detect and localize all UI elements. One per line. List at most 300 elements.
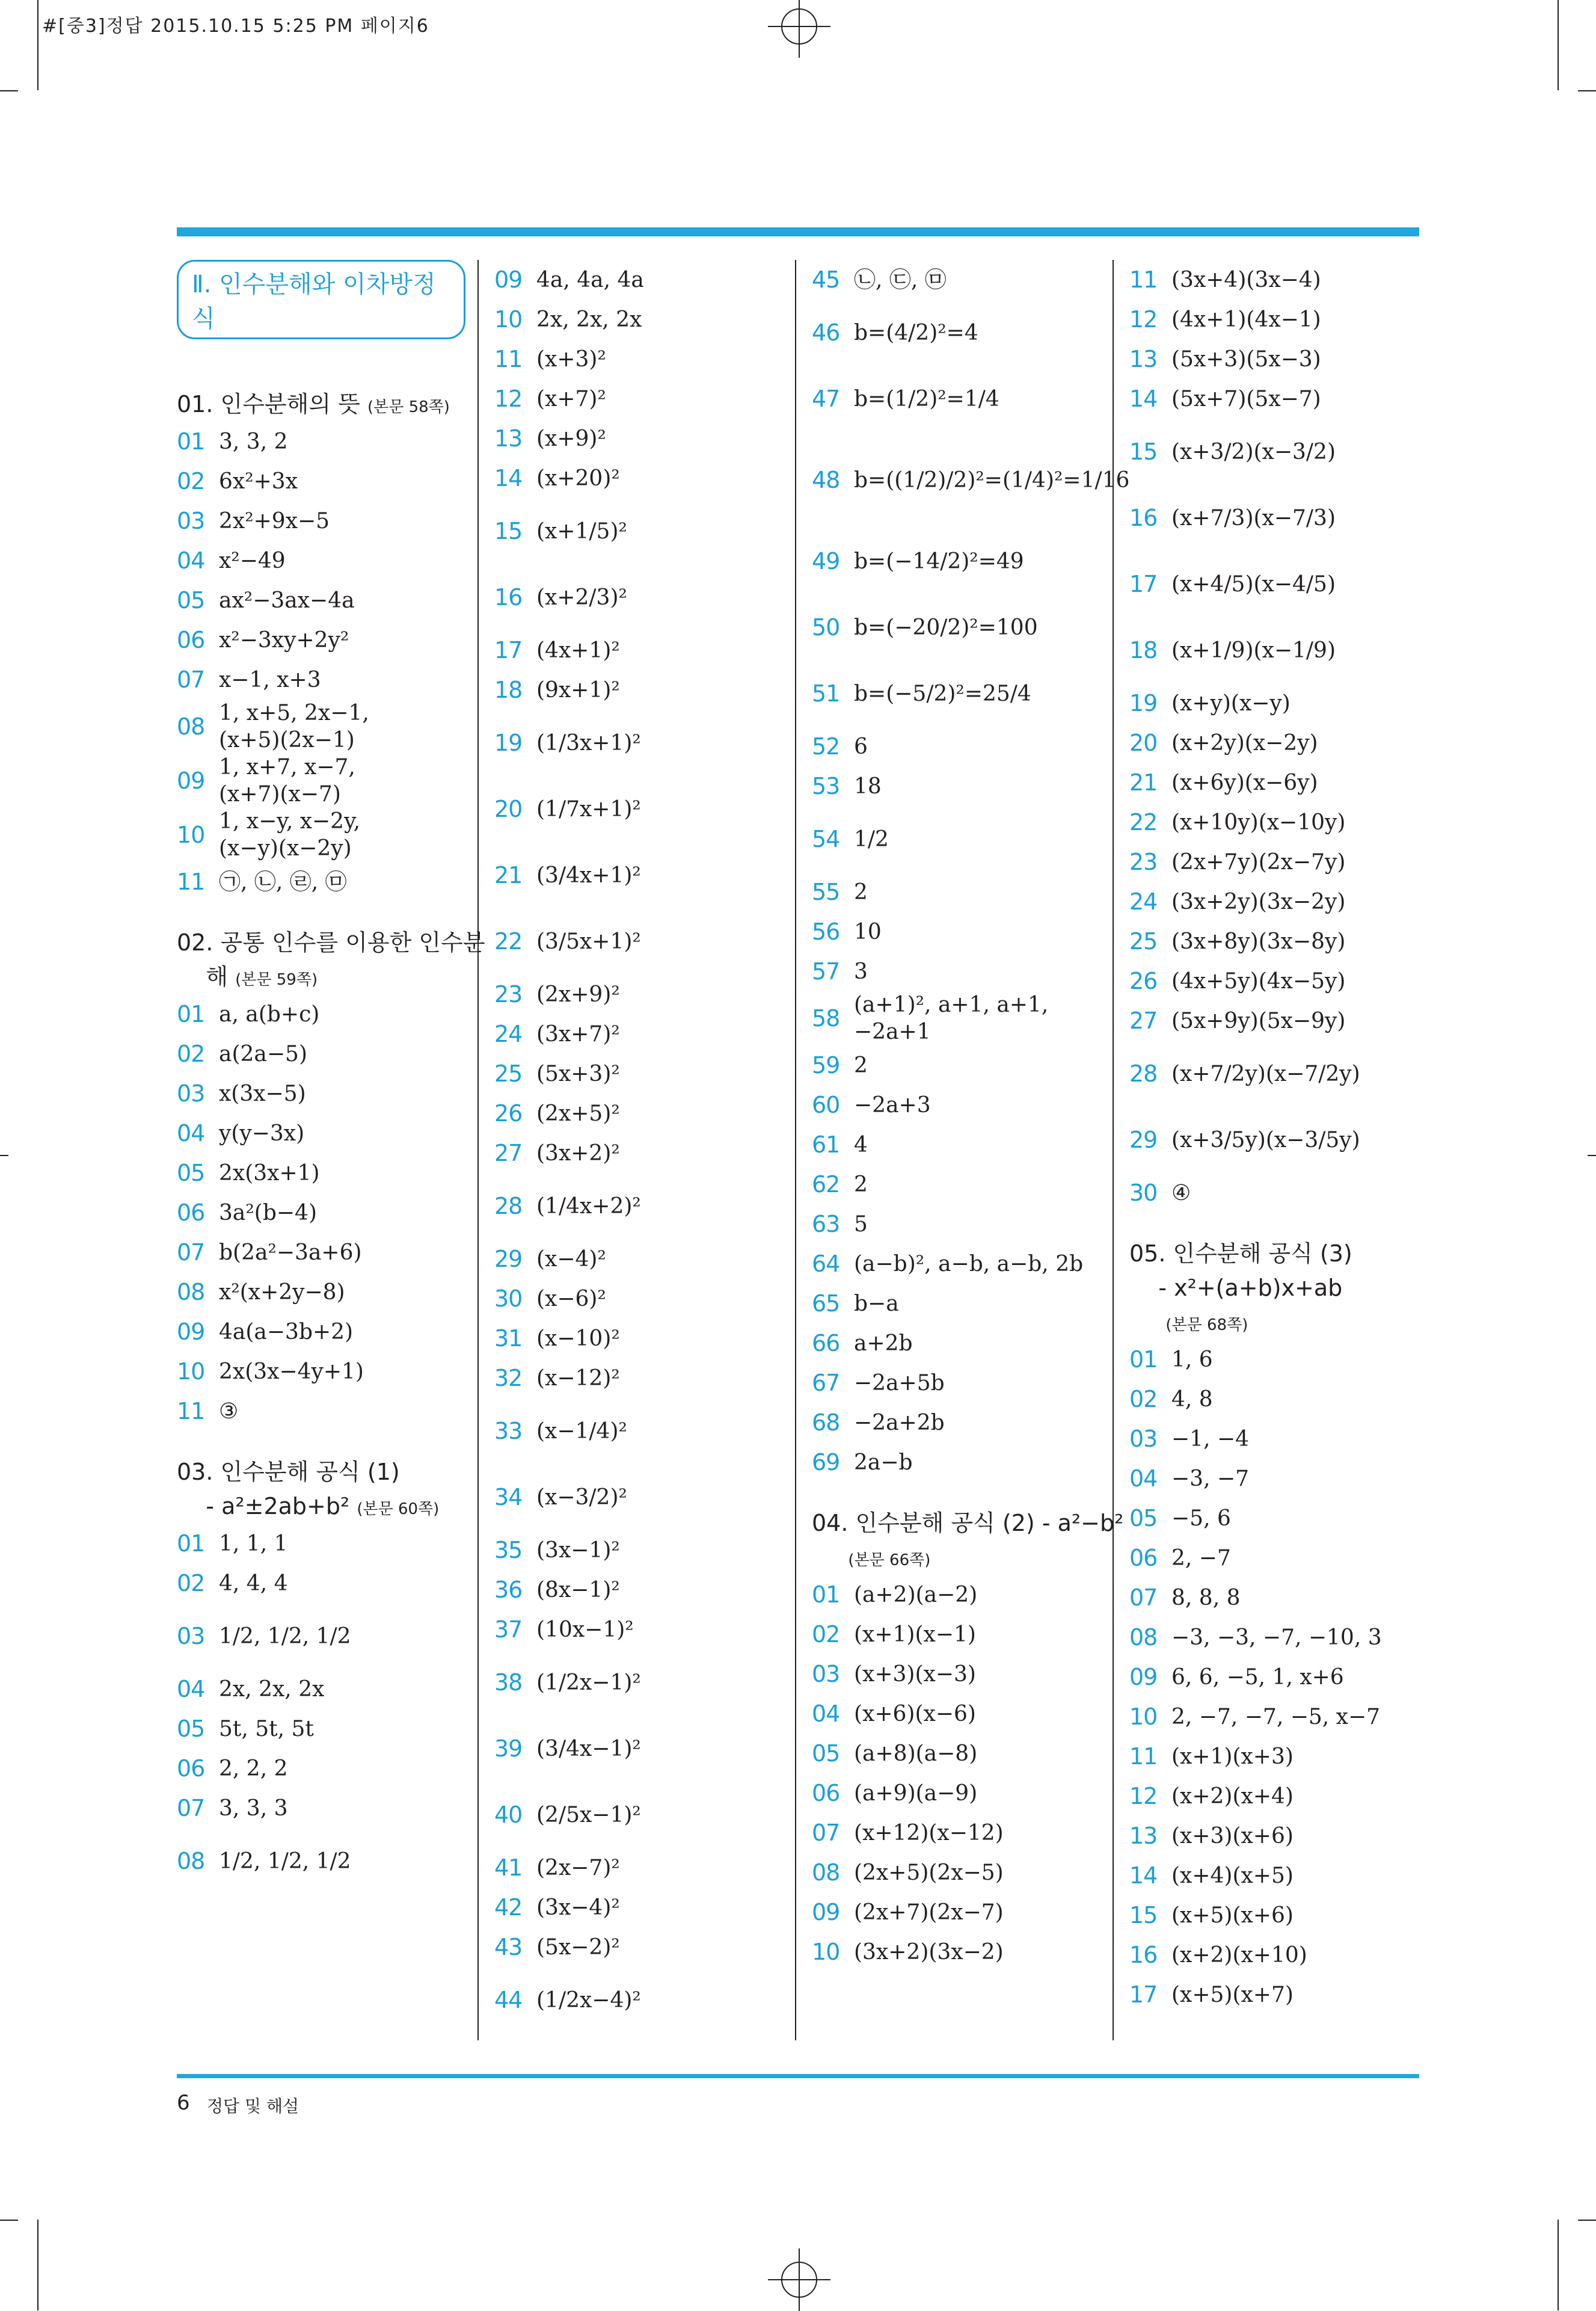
answer-number: 06: [177, 627, 205, 653]
answer-text: 2a−b: [854, 1450, 913, 1475]
answer-number: 10: [177, 1358, 205, 1385]
answer-text: 5t, 5t, 5t: [219, 1716, 314, 1741]
answer-item: [494, 908, 783, 974]
answer-number: 22: [494, 928, 523, 955]
answer-item: [494, 1094, 783, 1133]
answer-item: [1129, 300, 1418, 339]
answer-number: 08: [177, 1279, 205, 1305]
crop-mark: [1588, 1155, 1596, 1156]
answer-number: 57: [812, 958, 840, 985]
answer-item: [177, 541, 465, 580]
answer-item: [812, 1575, 1100, 1614]
answer-item: [177, 1391, 465, 1431]
answer-item: [494, 1848, 783, 1888]
answer-item: [494, 458, 783, 498]
answer-text: (x+1/9)(x−1/9): [1171, 638, 1336, 663]
answer-number: 10: [812, 1939, 840, 1965]
answer-item: [177, 700, 465, 754]
answer-number: 30: [494, 1285, 523, 1312]
answer-item: [177, 660, 465, 700]
answer-item: [494, 1358, 783, 1398]
section-page-ref: (본문 58쪽): [367, 398, 450, 416]
answer-number: 09: [812, 1899, 840, 1925]
answer-text: (x−6)²: [536, 1286, 606, 1311]
answer-number: 50: [812, 614, 840, 641]
answer-item: [177, 1272, 465, 1312]
answer-text: (x+1)(x−1): [854, 1622, 976, 1647]
answer-text: (5x+9y)(5x−9y): [1171, 1008, 1346, 1033]
answer-text: (x−10)²: [536, 1326, 620, 1351]
answer-text: ④: [1171, 1180, 1191, 1205]
answer-number: 17: [1129, 571, 1158, 597]
answer-number: 55: [812, 879, 840, 905]
answer-item: [812, 1892, 1100, 1932]
answer-number: 22: [1129, 809, 1158, 835]
answer-item: [1129, 1538, 1418, 1578]
answer-text: (3/4x−1)²: [536, 1736, 641, 1761]
answer-item: [494, 1319, 783, 1358]
answer-text: (1/3x+1)²: [536, 730, 641, 755]
answer-text: 2x(3x−4y+1): [219, 1359, 364, 1384]
answer-item: [1129, 339, 1418, 379]
answer-item: [177, 461, 465, 501]
answer-number: 11: [1129, 266, 1158, 293]
answer-number: 02: [812, 1621, 840, 1648]
answer-text: x(3x−5): [219, 1081, 306, 1106]
answer-item: [1129, 1173, 1418, 1213]
answer-item: [494, 564, 783, 630]
answer-item: [812, 1773, 1100, 1813]
answer-number: 27: [494, 1140, 523, 1166]
answer-text: (x+10y)(x−10y): [1171, 810, 1346, 835]
answer-text: (5x+3)(5x−3): [1171, 346, 1321, 372]
answer-item: [812, 872, 1100, 912]
answer-text: x²−3xy+2y²: [219, 627, 349, 653]
answer-number: 46: [812, 319, 840, 346]
answer-item: [177, 422, 465, 461]
answer-number: 19: [494, 730, 523, 756]
answer-item: [494, 1927, 783, 1967]
answer-item: [177, 1749, 465, 1788]
answer-number: 21: [1129, 769, 1158, 796]
answer-number: 04: [177, 1120, 205, 1146]
answer-number: 34: [494, 1484, 523, 1510]
answer-item: [177, 1709, 465, 1749]
answer-text: 2: [854, 1172, 868, 1197]
answer-number: 54: [812, 826, 840, 852]
answer-text: (3x+2)²: [536, 1140, 620, 1166]
answer-number: 64: [812, 1251, 840, 1277]
answer-text: x²−49: [219, 548, 286, 573]
answer-item: [177, 1312, 465, 1352]
answer-text: 2, −7: [1171, 1545, 1231, 1571]
answer-item: [177, 1153, 465, 1193]
answer-text: (a−b)², a−b, a−b, 2b: [854, 1251, 1084, 1276]
answer-text: ③: [219, 1399, 239, 1424]
answer-number: 15: [1129, 439, 1158, 465]
answer-text: (x+2/3)²: [536, 585, 627, 610]
answer-text: 2x, 2x, 2x: [219, 1676, 325, 1702]
answer-number: 59: [812, 1052, 840, 1079]
answer-item: [494, 379, 783, 419]
answer-number: 08: [177, 713, 205, 740]
answer-number: 14: [1129, 1862, 1158, 1889]
answer-number: 16: [1129, 505, 1158, 531]
answer-text: 3a²(b−4): [219, 1200, 318, 1225]
answer-item: [812, 432, 1130, 528]
answer-number: 25: [1129, 928, 1158, 955]
answer-item: [1129, 961, 1418, 1001]
answer-item: [1129, 1578, 1418, 1617]
answer-number: 47: [812, 386, 840, 412]
answer-item: [812, 727, 1100, 766]
answer-number: 26: [1129, 968, 1158, 994]
answer-item: [494, 1530, 783, 1570]
answer-number: 35: [494, 1537, 523, 1563]
section-title: [177, 387, 465, 422]
answer-item: [494, 670, 783, 710]
answer-number: 06: [177, 1755, 205, 1782]
section-page-ref: (본문 60쪽): [357, 1500, 440, 1518]
answer-text: (a+1)², a+1, a+1, −2a+1: [854, 992, 1049, 1044]
answer-number: 41: [494, 1854, 523, 1881]
answer-item: [812, 1403, 1100, 1442]
answer-text: (2x+5)²: [536, 1101, 620, 1126]
answer-item: [1129, 1975, 1418, 2014]
answer-item: [812, 1244, 1100, 1284]
answer-number: 63: [812, 1211, 840, 1237]
answer-item: [1129, 485, 1418, 551]
registration-mark: [781, 2262, 817, 2298]
answer-item: [812, 594, 1100, 660]
answer-item: [494, 630, 783, 670]
answer-column-1: [177, 260, 485, 1894]
answer-text: (x+5)(x+7): [1171, 1982, 1294, 2007]
answer-item: [494, 419, 783, 458]
answer-number: 01: [177, 1530, 205, 1557]
answer-text: (x+5)(x+6): [1171, 1903, 1294, 1928]
crop-mark: [0, 2220, 18, 2221]
page-number: 6: [177, 2091, 190, 2115]
section-title: [1129, 1237, 1418, 1340]
answer-item: [812, 1734, 1100, 1773]
answer-number: 16: [494, 584, 523, 611]
answer-text: (x+2)(x+4): [1171, 1783, 1294, 1809]
section-title: [177, 1455, 465, 1524]
answer-number: 24: [494, 1021, 523, 1047]
answer-text: (x+3)²: [536, 346, 606, 372]
answer-text: (1/4x+2)²: [536, 1193, 641, 1219]
answer-text: x−1, x+3: [219, 667, 321, 692]
answer-item: [494, 1967, 783, 2033]
answer-text: 6, 6, −5, 1, x+6: [1171, 1664, 1344, 1690]
answer-number: 67: [812, 1370, 840, 1396]
answer-text: (5x+3)²: [536, 1061, 620, 1086]
crop-mark: [1558, 2220, 1559, 2310]
answer-number: 51: [812, 680, 840, 707]
answer-item: [494, 1279, 783, 1319]
answer-item: [177, 1352, 465, 1391]
answer-number: 11: [494, 346, 523, 372]
footer-label: 정답 및 해설: [207, 2096, 299, 2116]
answer-text: 6x²+3x: [219, 469, 298, 494]
answer-number: 05: [177, 587, 205, 614]
answer-item: [1129, 1776, 1418, 1816]
answer-number: 18: [1129, 637, 1158, 663]
answer-item: [1129, 1657, 1418, 1697]
answer-number: 13: [1129, 346, 1158, 372]
answer-number: 05: [1129, 1505, 1158, 1531]
answer-text: a, a(b+c): [219, 1002, 320, 1027]
answer-text: 3: [854, 959, 868, 984]
answer-number: 06: [812, 1780, 840, 1806]
answer-text: (x+3)(x−3): [854, 1661, 976, 1687]
answer-text: (10x−1)²: [536, 1617, 634, 1642]
answer-item: [812, 366, 1100, 432]
answer-number: 18: [494, 677, 523, 703]
answer-item: [494, 1782, 783, 1848]
crop-mark: [1558, 0, 1559, 90]
answer-text: (x+4/5)(x−4/5): [1171, 571, 1336, 597]
answer-text: (a+9)(a−9): [854, 1780, 978, 1806]
answer-number: 07: [177, 1239, 205, 1266]
print-header: #[중3]정답 2015.10.15 5:25 PM 페이지6: [42, 16, 429, 37]
answer-item: [812, 1813, 1100, 1853]
answer-text: 1/2, 1/2, 1/2: [219, 1623, 351, 1649]
answer-text: ㉡, ㉢, ㉤: [854, 267, 947, 292]
answer-number: 25: [494, 1060, 523, 1087]
answer-number: 11: [1129, 1743, 1158, 1770]
answer-number: 02: [177, 468, 205, 494]
section-title-text: 01. 인수분해의 뜻: [177, 391, 360, 417]
answer-item: [177, 1788, 465, 1828]
answer-item: [1129, 723, 1418, 763]
answer-text: (x+3/5y)(x−3/5y): [1171, 1127, 1360, 1152]
answer-text: (x−1/4)²: [536, 1418, 627, 1444]
answer-number: 01: [177, 428, 205, 455]
answer-item: [494, 339, 783, 379]
answer-number: 10: [177, 822, 205, 848]
answer-number: 15: [1129, 1902, 1158, 1928]
answer-number: 13: [494, 425, 523, 452]
answer-text: (x+1/5)²: [536, 519, 627, 544]
answer-text: b=(−14/2)²=49: [854, 549, 1024, 574]
answer-number: 20: [494, 796, 523, 822]
answer-number: 11: [177, 869, 205, 895]
answer-text: (4x+5y)(4x−5y): [1171, 968, 1346, 994]
answer-item: [177, 1113, 465, 1153]
answer-text: (x+6)(x−6): [854, 1701, 976, 1726]
answer-item: [494, 260, 783, 300]
column-divider: [477, 260, 479, 2040]
answer-item: [1129, 683, 1418, 723]
answer-number: 30: [1129, 1180, 1158, 1206]
answer-number: 13: [1129, 1823, 1158, 1849]
answer-number: 16: [1129, 1942, 1158, 1968]
answer-text: (x−3/2)²: [536, 1485, 627, 1510]
answer-text: (3x+7)²: [536, 1021, 620, 1047]
answer-number: 24: [1129, 888, 1158, 915]
answer-number: 07: [177, 666, 205, 693]
answer-text: a+2b: [854, 1331, 913, 1356]
answer-text: (x+3)(x+6): [1171, 1823, 1294, 1848]
answer-item: [1129, 922, 1418, 961]
answer-text: (x+7/2y)(x−7/2y): [1171, 1061, 1360, 1086]
answer-text: (1/2x−4)²: [536, 1987, 641, 2013]
answer-item: [1129, 763, 1418, 802]
answer-text: 1, 6: [1171, 1347, 1213, 1372]
answer-text: (5x−2)²: [536, 1934, 620, 1960]
answer-number: 04: [812, 1700, 840, 1727]
answer-item: [1129, 617, 1418, 683]
answer-number: 04: [1129, 1465, 1158, 1492]
answer-number: 44: [494, 1987, 523, 2013]
section-title: [812, 1506, 1124, 1575]
answer-text: 1/2, 1/2, 1/2: [219, 1848, 351, 1874]
answer-number: 03: [177, 1080, 205, 1107]
answer-number: 66: [812, 1330, 840, 1356]
answer-text: (2x−7)²: [536, 1855, 620, 1880]
answer-number: 02: [1129, 1386, 1158, 1412]
answer-item: [1129, 379, 1418, 419]
answer-text: 10: [854, 919, 882, 944]
answer-text: (a+2)(a−2): [854, 1582, 978, 1607]
answer-number: 12: [1129, 306, 1158, 333]
answer-text: 2x²+9x−5: [219, 508, 330, 534]
answer-text: (3x−1)²: [536, 1537, 620, 1563]
answer-text: −2a+3: [854, 1092, 931, 1118]
answer-item: [1129, 1340, 1418, 1379]
answer-number: 12: [1129, 1783, 1158, 1809]
answer-number: 10: [1129, 1703, 1158, 1730]
answer-item: [1129, 1935, 1418, 1975]
answer-column-3: [812, 260, 1130, 1972]
answer-text: (x+20)²: [536, 466, 620, 491]
answer-number: 05: [812, 1740, 840, 1767]
answer-number: 29: [1129, 1127, 1158, 1153]
answer-text: 2: [854, 879, 868, 905]
answer-text: (4x+1)²: [536, 638, 620, 663]
answer-text: (4x+1)(4x−1): [1171, 307, 1321, 332]
answer-text: −1, −4: [1171, 1426, 1250, 1451]
answer-number: 03: [812, 1661, 840, 1687]
answer-text: (3x−4)²: [536, 1895, 620, 1920]
answer-text: (x+2)(x+10): [1171, 1942, 1307, 1968]
answer-item: [812, 1045, 1100, 1085]
answer-number: 32: [494, 1365, 523, 1391]
answer-number: 02: [177, 1041, 205, 1067]
answer-text: (1/7x+1)²: [536, 796, 641, 822]
answer-item: [1129, 551, 1418, 617]
answer-number: 61: [812, 1131, 840, 1158]
answer-number: 58: [812, 1005, 840, 1032]
answer-number: 37: [494, 1616, 523, 1643]
answer-number: 03: [1129, 1426, 1158, 1452]
answer-number: 04: [177, 1676, 205, 1702]
answer-item: [177, 862, 465, 902]
answer-item: [812, 1204, 1100, 1244]
answer-item: [1129, 802, 1418, 842]
answer-item: [812, 260, 1100, 300]
answer-text: (3x+8y)(3x−8y): [1171, 929, 1346, 954]
answer-item: [1129, 1816, 1418, 1856]
answer-text: −2a+2b: [854, 1410, 945, 1435]
answer-text: 1/2: [854, 826, 889, 852]
answer-number: 06: [1129, 1545, 1158, 1571]
answer-text: (a+8)(a−8): [854, 1741, 978, 1766]
answer-item: [177, 994, 465, 1034]
answer-number: 23: [494, 981, 523, 1008]
answer-text: b=(1/2)²=1/4: [854, 386, 999, 411]
answer-item: [494, 1716, 783, 1782]
answer-text: x²(x+2y−8): [219, 1279, 345, 1305]
answer-text: (2x+7)(2x−7): [854, 1900, 1004, 1925]
answer-number: 62: [812, 1171, 840, 1198]
answer-number: 40: [494, 1802, 523, 1828]
answer-text: (2x+5)(2x−5): [854, 1860, 1004, 1885]
answer-text: b=(−20/2)²=100: [854, 615, 1038, 640]
answer-text: b=(4/2)²=4: [854, 320, 978, 345]
answer-item: [494, 1239, 783, 1279]
chapter-title: Ⅱ. 인수분해와 이차방정식: [177, 260, 465, 339]
answer-number: 20: [1129, 730, 1158, 756]
answer-item: [494, 300, 783, 339]
answer-number: 08: [177, 1848, 205, 1874]
answer-item: [1129, 419, 1418, 485]
answer-item: [812, 1125, 1100, 1165]
answer-item: [812, 660, 1100, 727]
answer-item: [812, 528, 1100, 594]
answer-number: 10: [494, 306, 523, 333]
answer-text: (2/5x−1)²: [536, 1802, 641, 1827]
answer-text: (3/4x+1)²: [536, 863, 641, 888]
answer-text: 2: [854, 1053, 868, 1078]
answer-column-4: [1129, 260, 1418, 2014]
answer-item: [812, 806, 1100, 872]
answer-text: (x+6y)(x−6y): [1171, 770, 1318, 795]
answer-item: [494, 776, 783, 842]
answer-number: 01: [1129, 1346, 1158, 1373]
top-accent-bar: [177, 227, 1419, 236]
answer-number: 17: [494, 637, 523, 663]
answer-item: [177, 1034, 465, 1074]
answer-text: (3x+2y)(3x−2y): [1171, 889, 1346, 914]
answer-text: −3, −7: [1171, 1466, 1250, 1491]
answer-text: (3x+4)(3x−4): [1171, 267, 1321, 292]
answer-item: [812, 1165, 1100, 1204]
answer-text: (x+7)²: [536, 386, 606, 411]
answer-number: 42: [494, 1894, 523, 1921]
answer-text: −5, 6: [1171, 1506, 1231, 1531]
answer-text: (x+4)(x+5): [1171, 1863, 1294, 1888]
answer-item: [812, 766, 1100, 806]
answer-item: [177, 1193, 465, 1232]
answer-item: [494, 1649, 783, 1716]
answer-number: 17: [1129, 1981, 1158, 2008]
answer-item: [812, 991, 1100, 1045]
answer-number: 52: [812, 733, 840, 760]
answer-number: 68: [812, 1409, 840, 1436]
answer-item: [1129, 1895, 1418, 1935]
answer-number: 36: [494, 1577, 523, 1603]
answer-item: [494, 1398, 783, 1464]
answer-text: 3, 3, 2: [219, 429, 288, 454]
answer-item: [812, 300, 1100, 366]
answer-number: 53: [812, 773, 840, 799]
answer-item: [1129, 1459, 1418, 1498]
answer-text: 1, x−y, x−2y, (x−y)(x−2y): [219, 809, 361, 861]
crop-mark: [0, 1155, 8, 1156]
